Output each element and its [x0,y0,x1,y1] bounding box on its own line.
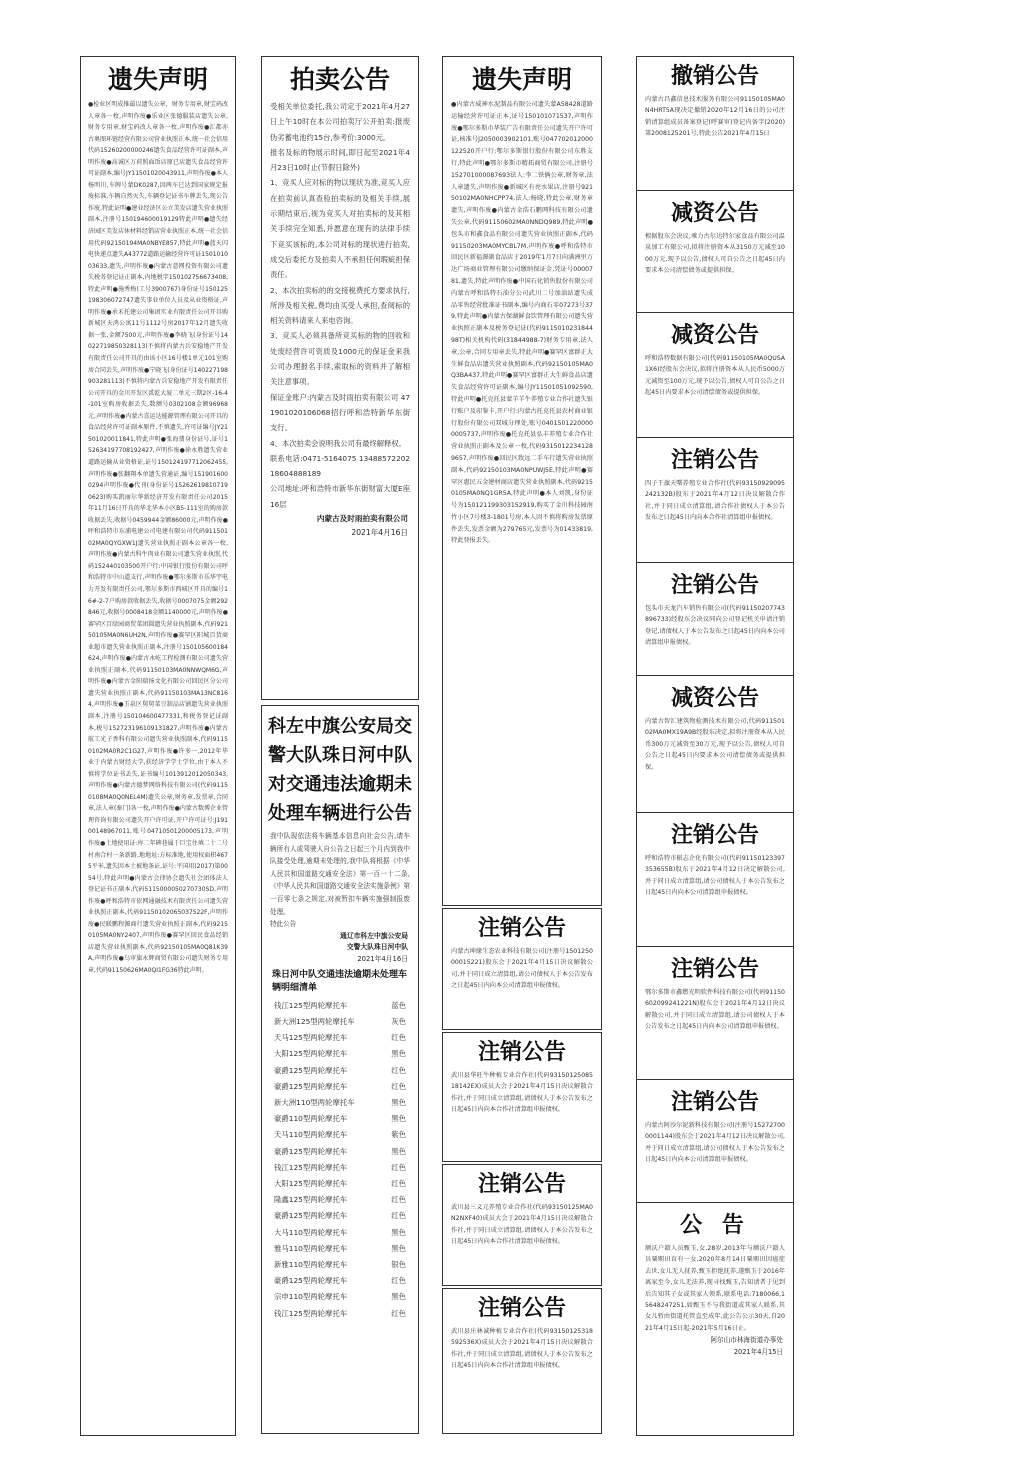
vehicle-color: 黑色 [391,1146,406,1156]
vehicle-row [262,1208,418,1224]
vehicle-row [262,1257,418,1273]
vehicle-row [262,1063,418,1079]
vehicle-model: 豪爵125型两轮摩托车 [274,1081,348,1091]
vehicle-color: 红色 [391,1162,406,1172]
notice-signer: 通辽市科左中旗公安局 [340,931,408,940]
notice-col4-cancel-2 [637,566,793,686]
notice-title: 拍卖公告 [289,65,390,94]
notice-title: 注销公告 [477,1296,566,1321]
vehicle-model: 豪爵125型两轮摩托车 [274,1276,348,1286]
notice-col4-public [637,1206,793,1434]
vehicle-color: 黑色 [391,1243,406,1253]
notice-title: 注销公告 [670,1090,759,1115]
notice-col4-cancel-5 [637,1083,793,1203]
notice-body: 武川县庄林诚种植专业合作社(代码93150125318592536X)成员大会于2021年4月15日决议解散合作社,并于同日成立清算组,请债权人于本公告发布之日起45日内向本合作社清算组申报债权。 [451,1328,593,1370]
notice-title: 公 告 [680,1213,750,1238]
vehicle-color: 蓝色 [391,1000,406,1010]
vehicle-model: 新雅110型两轮摩托车 [274,1260,348,1269]
vehicle-color: 黑色 [391,1227,406,1237]
vehicle-color: 红色 [391,1065,406,1075]
vehicle-model: 隆鑫125型两轮摩托车 [274,1195,348,1205]
notice-body: 内蒙古智汇建筑物检测技术有限公司,代码91150102MA0MX19A9B经股东决定,拟将注册资本从人民币300万元减资至30万元,现予以公告,债权人可自公告之日起45日内要求本公司清偿债务或提供担保。 [645,718,785,771]
notice-body: ●检业区明成推最以遗失公章，财务专用章,财宝码改人章各一枚,声明作废●乐业区张德服装店遗失公章,财务专用章,财宝码改人章各一枚,声明作废●汇都亦古奥图环链经营有限公司营业执照正本,统一社会信用代码15260200000246遗失食品经营许可证副本,声明作废●高诚区万荷照面饭店原已店遗失食品经营许可证副本,编号JY11501020043911,声明作废●本人杨明川,车牌号蒙DK0287,因两车已达到国家规定报废标准,车辆自然灭失,车辆登记证书车牌丢失,现公告作废,特此证明●建业经济区公立美发店遗失营业执照副本,注册号150194600019129特此声明●遗失经济园区美发店休材料经销店营业执照正本,统一社会信用代码92150194MA0NBYE857,特此声明●蓝天闪电快递点遗失A43772道路运输经营许可证150101003633,遗失,声明作废●内蒙古意网投资有限公司遗失税务登记证正副本,内地税字150102756673408,特此声明●施秀梅(工号3900767)身份证号150125198306072747遗失事业单位人员及从业资格证,声明作废●承禾托建公司集团实业有限责任公司开具购新城区天鸿公寓11号1112号房2017年12月遗失收据一张,金额7500元,声明作废●李晓飞(身份证号14022719850328113)不慎将内蒙古兵安稳地产开发有限责任公司开具的由该小区16号楼1单元101室购房合同丢失,声明作废●宁晓飞(身份证号140227198903281113)不慎将内蒙古兵安稳地产开发有限责任公司开具的金川开发区贰乾大厦二单元三期2区-16-4-101室购房收据丢失,数额号0302108金额96968元,声明作废●内蒙古喜运达能源管理有限公司开具的食品经营许可证副本原件,不慎遗失,许可证编号JY21501020011841,特此声明●张海翡身份证号,证号152634197708192427,声明作废●徐永胜遗失营业道路运输从业资格证,证号150124197712062455,声明作废●张翻翔本单遗失营通证,编号1519016000294声明作废●代刊(身份证号152626198107190623)购买凯丽尔华新经济开发有限责任公司2015年11月16日开具的华北华本小区B5-111室的购房款收据丢失,收据号0459944金额86000元,声明作废●呼和浩特市东浦电建公司电建有限公司代码91150102MA0QYGXW1J遗失营业执照正副本公章各一枚,声明作废●内蒙古科牛肉业有限公司遗失营业执照,代码152440103500开户行:中国银行股份有限公司呼和浩特市中山道支行,声明作废●鄂尔多斯市乐华宇电力开发有限责任公司,鄂尔多斯市西城区开具的编号16#-2-7户购房款收据丢失,收据号0007075金额292846元,收据号0008418金额1140000元,声明作废●赛罕区百绿园商贸菜团圆遗失营业执照副本,代码92150105MA0N6UH2N,声明作废●赛罕区阳城百货商业超市遗失营业执照正副本,注册号150105600184624,声明作废●内蒙古永屹工程检测有限公司遗失营业执照正副本,代码91150103MA0NNWQM6G,声明作废●内蒙古金阳瑞扬文化有限公司回民区分公司遗失营业执照正副本,代码91150103MA13NC8164,声明作废●玉泉区舅舅菜豆制品店铺遗失营业执照副本,注册号150104600477331,和税务登记证副本,税号152723196109131827,声明作废●内蒙古航工光子香科有限公司遗失营业执照副本,代码91150102MA0R2C1G27,声明作废●许多一,2012年毕业于内蒙古财经大学,获经济学学士学位,由于本人不慎将学位证书丢失,证书编号1013912012050343,声明作废●内蒙古德梦网络科技有限公司(代码91150108MA0Q0NEL4M)遗失公章,财务章,发票章,合同章,法人章(秦门)各一枚,声明作废●内蒙古数博企业管理咨询有限公司遗失开户许可证,开户许可证号:J19100148967011,账号04710501200005173,声明作废●土地使用证:库二年碑巷属于巨宝住填二十二号村南合村一条新路,地地址:方标准地,使用权面积4675平米,遗失因本土被地条证,证号:平国用(2017)第0054号,特此声明●内蒙古会律协会遗失社会团体法人登记证书正副本,代码5115000050270730SD,声明作废●呼和浩特市依网通融技术有限责任公司遗失营业执照正副本,代码91150102065037522F,声明作废●民联鹏程源商行遗失营业执照正副本,代码92150105MA0NY2407,声明作废●赛罕区回民食品经销店遗失营业执照副本,代码92150105MA0Q81K39A,声明作废●乌审旗永辉商贸有限公司遗失财务专用章,代码91150626MA0QI1FG36特此声明。 [88,101,228,975]
vehicle-color: 黑色 [391,1114,406,1124]
notice-col4-revoke [637,61,793,187]
notice-title: 科左中旗公安局交警大队珠日河中队对交通违法逾期未处理车辆进行公告 [268,716,412,824]
notice-title: 注销公告 [670,957,759,982]
vehicle-color: 黑色 [391,1097,406,1107]
vehicle-row [262,1046,418,1062]
notice-title: 遗失声明 [107,65,208,94]
vehicle-model: 钱江125型两轮摩托车 [274,1308,348,1318]
notice-col3-cancel-3 [442,1164,602,1286]
notice-col1-lost [80,56,236,1436]
vehicle-row [262,1111,418,1127]
vehicle-row [262,1095,418,1111]
notice-body: 内蒙古阿沙尔泥新科技有限公司(注册号152727000001144)股东会于2021年4月12日决议解散公司,并于同日成立清算组,请公司债权人于本公告发布之日起45日内向本公司清算组申报债权。 [645,1122,785,1164]
notice-body: 四子王旗天曙养殖专业合作社(代码93150929095242132B)股东于2021年4月12日决议解散合作社,并于同日成立清算组,请合作社债权人于本公告发布之日起45日内向本合作社清算组申报债权。 [645,480,785,522]
vehicle-color: 红色 [391,1178,406,1188]
vehicle-row [262,1241,418,1257]
notice-title: 减资公告 [670,323,759,348]
vehicle-color: 紫色 [391,1130,406,1140]
notice-col3-cancel-2 [442,1032,602,1162]
notice-title: 遗失声明 [471,65,572,94]
vehicle-row [262,1289,418,1305]
vehicle-color: 黑色 [391,1049,406,1059]
notice-col4-reduce-2 [637,316,793,436]
notice-body: 武川县三义元养殖专业合作社(代码93150125MA0N2NXF40)成员大会于2021年4月15日决议解散合作社,并于同日成立清算组,请债权人于本公告发布之日起45日内向本合作社清算组申报债权。 [451,1204,593,1246]
notice-col4-cancel-1 [637,441,793,561]
notice-col2-traffic [261,705,419,1434]
vehicle-model: 豪爵125型两轮摩托车 [274,1065,348,1075]
vehicle-row [262,1273,418,1289]
notice-body: 我中队现依法将车辆基本信息向社会公告,请车辆所有人或驾驶人自公告之日起三个月内到我中队接受处理,逾期未处理的,我中队将根据《中华人民共和国道路交通安全法》第一百一十二条,《中华人民共和国道路交通安全法实施条例》第一百零七条之规定,对被暂扣车辆实施强制报废处理。 特此公告 [270,832,410,929]
notice-col3-cancel-1 [442,908,602,1030]
notice-col4-reduce-3 [637,679,793,809]
notice-title: 注销公告 [477,1040,566,1065]
notice-title: 减资公告 [670,201,759,226]
notice-body: ●内蒙古威神水泥制品有限公司遗失蒙A58428道路运输经营许可证正本,证号150101071537,声明作废●鄂尔多斯市华装广告有限责任公司遗失开户许可证,核准号J2050003902101,账号047702012000122520开户行:鄂尔多斯银行股份有限公司东胜支行,特此声明●鄂尔多斯市精拓商贸有限公司,注册号152701000087693法人:李二铁俩公章,财务章,法人章遗失,声明作废●新城区有亮水果店,注册号92150102MA0NHCPP74,法人:杨晓,特此公章,财务章遗失,声明作废●内蒙古金浩石鹏网科技有限公司遗失公章,代码91150602MA0NNDQ989,特此声明●包头市和鑫食品有限公司遗失营业执照正副本,代码91150203MA0MYCBL7M,声明作废●呼和浩特市回民区新福源副食品店于2019年1月7日向满洲里万达广场商业管理有限公司缴纳保证金,凭证号0000781,遗失,特此声明作废●中国石化销售股份有限公司内蒙古呼和浩特石油分公司武川二号加油站遗失成品零售经营批准证书副本,编号内商石零07273号379,特此声明●内蒙古保湖鲜食饮管理有限公司遗失营业执照正副本及税务登记证(代码911501023184498T)相关机构代码(31844988-7)财务专用章,法人章,公章,合同专用章丢失,特此声明●赛罕区富群正大生鲜食品店遗失营业执照副本,代码92150105MA0Q3BA437,特此声明●赛罕区富群正大生鲜食品店遗失食品经营许可证副本,编号JY11501051092590,特此声明●托克托县蒙羊羊牛养殖专业合作社遗失银行账户及印鉴卡,开户行:内蒙古托克托县农村商业银行股份有限公司双城分理处,账号04015012200000005737,声明作废●托克托县弘丰养殖专业合作社营业执照正副本及公章一枚,代码93150122341289657,声明作废●回民区致远二手车行遗失营业执照副本,代码92150103MA0NPUWJ5E,特此声明●赛罕区惠民五金建材商店遗失营业执照副本,代码92150105MA0NQ1GR5A,特此声明●本人刘凯,身份证号为150121199303152919,购买了金川科技园南竹小区7号楼3-1801号房,本人因不慎将购房发票原件丢失,发票金额为279765元,发票号为01433819,特此登报丢失。 [451,101,593,545]
vehicle-model: 新大洲125型两轮摩托车 [274,1016,355,1026]
notice-col2-auction [261,56,419,700]
notice-title: 注销公告 [477,916,566,941]
vehicle-row [262,1014,418,1030]
notice-date: 2021年4月16日 [351,528,408,538]
vehicle-model: 豪爵125型两轮摩托车 [274,1211,348,1221]
vehicle-model: 新大洲110型两轮摩托车 [274,1097,355,1107]
vehicle-row [262,1160,418,1176]
notice-col3-lost [442,56,602,906]
vehicle-row [262,1192,418,1208]
vehicle-list-title: 珠日河中队交通违法逾期未处理车辆明细清单 [272,969,408,993]
notice-body: 呼和浩特数据有限公司(代码91150105MA0QUSA1X6)经股东会决议,拟将注册资本从人民币5000万元减资至100万元,现予以公告,债权人可自公告之日起45日内要求本公司清偿债务或提供担保。 [645,355,785,397]
vehicle-model: 豪爵110型两轮摩托车 [274,1114,348,1124]
notice-body: 受相关单位委托,我公司定于2021年4月27日上午10时在本公司拍卖厅公开拍卖:报废伪劣蓄电池约15台,参考价:3000元。 报名及标的物展示时间,即日起至2021年4月23日10时止(节假日除外) 1、竞买人应对标的物以现状为准,竞买人应在拍卖前认真查验拍卖标的及相关手续,展示期结束后,视为竞买人对拍卖标的及其相关手续完全知悉,并愿意在现有的法律手续下竞买该标的,本公司对标的现状进行拍卖,成交后委托方及拍卖人不承担任何瑕疵担保责任。 2、本次拍卖标的的交接税费托方要求执行,所涉及相关税,费均由买受人承担,查阅标的相关资料请来人来电咨询。 3、竞买人必须具备所竞买标的物的回收和处废经营许可资质及1000元的保证金来我公司办理报名手续,索取标的资料并了解相关注意事项。 保证金账户:内蒙古及时雨拍卖有限公司 471901020106068招行呼和浩特新华东街支行。 4、本次拍卖会说明我公司有最终解释权。 联系电话:0471-5164075 13488572202 18604888189 公司地址:呼和浩特市新华东街财富大厦E座16层 [270,102,410,509]
notice-body: 武川县华旺牛种植专业合作社(代码9315012508518142EX)成员大会于2021年4月15日决议解散合作社,并于同日成立清算组,请债权人于本公告发布之日起45日内向本合作社清算组申报债权。 [451,1072,593,1114]
notice-col4-cancel-3 [637,816,793,946]
notice-date: 2021年4月16日 [357,954,408,963]
vehicle-color: 红色 [391,1033,406,1043]
vehicle-model: 豪爵125型两轮摩托车 [274,1146,348,1156]
vehicle-row [262,1127,418,1143]
notice-title: 撤销公告 [670,64,759,89]
notice-body: 包头市天龙汽车销售有限公司(代码91150207743896733)经股东会决议同向公司登记机关申请注销登记,请债权人于本公告发布之日起45日内向本公司清算组申报债权。 [645,605,785,647]
notice-body: 呼和浩特市振志企化有限公司(代码91150123397353655B)股东于2021年4月12日决定解散公司,并于同日成立清算组,请公司债权人于本公告发布之日起45日内向本公司清算组申报债权。 [645,855,785,897]
vehicle-model: 大阳125型两轮摩托车 [274,1178,348,1188]
vehicle-model: 雅马110型两轮摩托车 [274,1243,348,1253]
notice-body: 额沃户籍人员甄玉,女,28岁,2013年与额沃户籍人员粟赐田育有一女,2020年8月14日粟赐田因癌症去世,女儿无人抚养,甄玉拒绝抚养,遂甄玉于2016年离家至今,女儿无法养,现寻找甄玉,告知请者于见到后告知其子女或其家人领系,联系电话:7180066,15648247251,如甄玉不与我街道或其家人联系,其女儿暂由街道托管直至成年,此公告公示30天,自2021年4月15日起-2021年5月16日止。 [645,1245,785,1332]
vehicle-color: 红色 [391,1081,406,1091]
vehicle-model: 天马125型两轮摩托车 [274,1033,348,1043]
vehicle-model: 大阳125型两轮摩托车 [274,1049,348,1059]
notice-signer: 交警大队珠日河中队 [346,942,408,951]
vehicle-row [262,1030,418,1046]
notice-col4-reduce-1 [637,194,793,314]
vehicle-color: 黑色 [391,1292,406,1302]
notice-signer: 内蒙古及时雨拍卖有限公司 [316,514,408,524]
vehicle-row [262,1176,418,1192]
notice-body: 根据股东会决议,乘力古尔达特尔家食品有限公司温泉加工有限公司,拟将注册资本从3150万元减至1000万元,现予以公告,债权人可自公告之日起45日内要求本公司清偿债务或提供担保。 [645,233,785,275]
vehicle-row [262,998,418,1014]
notice-col4 [636,56,794,1436]
notice-signer: 阿尔山市林海街道办事处 [710,1336,783,1345]
vehicle-model: 宗申110型两轮摩托车 [274,1292,348,1302]
notice-col4-cancel-4 [637,950,793,1080]
notice-body: 鄂尔多斯市鑫燃光明软件科技有限公司(代码91150602099241221N)股东会于2021年4月12日决议解散公司,并于同日成立清算组,请公司债权人于本公告发布之日起45日内向本公司清算组申报债权。 [645,989,785,1031]
vehicle-row [262,1079,418,1095]
notice-title: 注销公告 [670,448,759,473]
vehicle-model: 天马110型两轮摩托车 [274,1130,348,1140]
vehicle-model: 大马110型两轮摩托车 [274,1227,348,1237]
vehicle-color: 红色 [391,1276,406,1286]
notice-title: 注销公告 [670,573,759,598]
notice-body: 内蒙古坤缘生态农业科技有限公司(注册号150125000015221)股东会于2021年4月15日决议解散公司,并于同日成立清算组,请公司债权人于本公告发布之日起45日内向本公司清算组申报债权。 [451,948,593,990]
notice-title: 减资公告 [670,686,759,711]
vehicle-model: 钱江125型两轮摩托车 [274,1000,348,1010]
vehicle-model: 钱江125型两轮摩托车 [274,1162,348,1172]
notice-col3-cancel-4 [442,1288,602,1434]
vehicle-row [262,1144,418,1160]
vehicle-color: 红色 [391,1211,406,1221]
vehicle-row [262,1225,418,1241]
vehicle-color: 银色 [391,1260,406,1269]
vehicle-color: 红色 [391,1308,406,1318]
vehicle-color: 红色 [391,1195,406,1205]
vehicle-row [262,1306,418,1322]
notice-date: 2021年4月15日 [733,1348,783,1357]
notice-title: 注销公告 [477,1172,566,1197]
vehicle-color: 灰色 [391,1016,406,1026]
vehicle-list [262,998,418,1322]
notice-title: 注销公告 [670,823,759,848]
notice-body: 内蒙古昌鑫信息技术服务有限公司91150105MA0N4HRT5A现决定撤销2020年12月16日的公司注销清算组成员备案登记(呼赛审)登记内备字(2020)第2008125201号,特此公告2021年4月15日 [645,96,785,138]
